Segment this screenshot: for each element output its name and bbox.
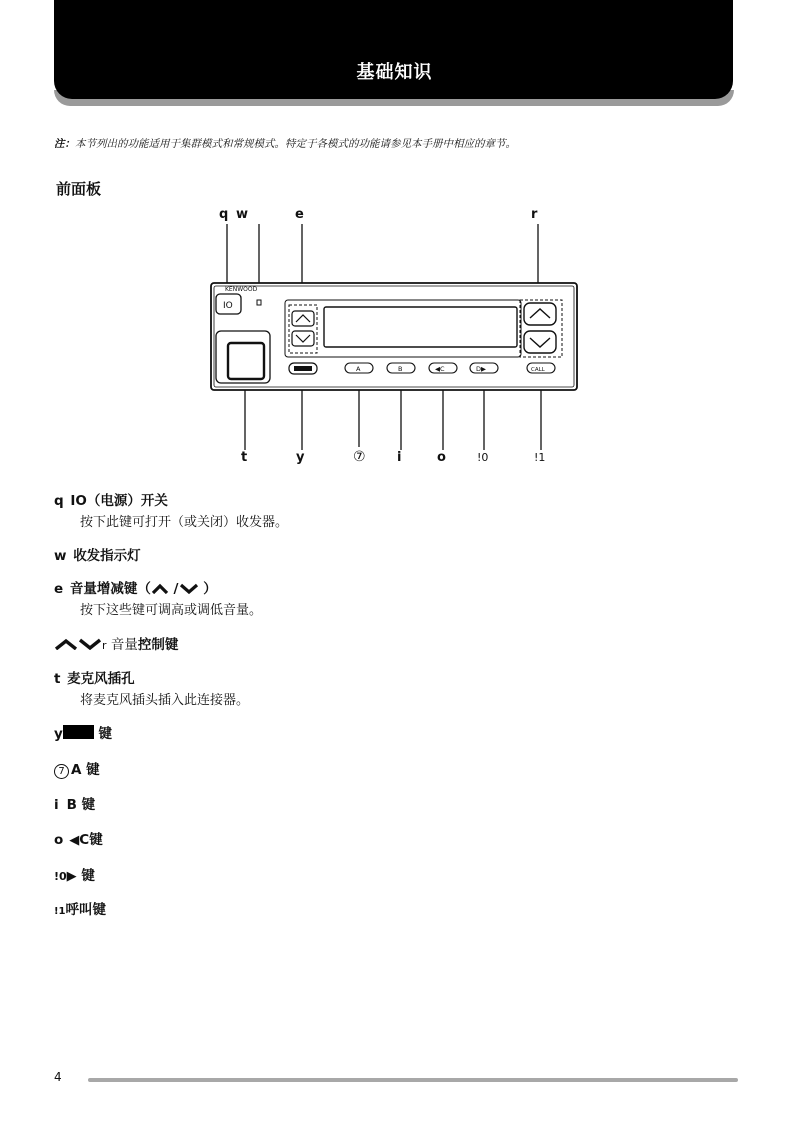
key-c-label: ◀C <box>435 365 445 373</box>
item-title: 麦克风插孔 <box>67 671 135 687</box>
chevron-down-icon <box>78 638 102 650</box>
item-title: 呼叫键 <box>65 902 107 918</box>
item-marker: r <box>102 639 107 652</box>
item-title: 键 <box>98 726 113 742</box>
item-marker: w <box>54 548 67 564</box>
triangle-left-icon: ◀ <box>69 833 80 848</box>
volume-control-up-key[interactable] <box>524 303 556 325</box>
triangle-right-icon: ▶ <box>66 869 77 884</box>
item-key-b <box>54 793 95 813</box>
item-title: A 键 <box>71 762 100 778</box>
front-panel-diagram <box>200 200 600 470</box>
chevron-up-icon <box>54 638 78 650</box>
mic-jack <box>228 343 264 379</box>
item-marker: y <box>54 726 63 742</box>
callout-i: i <box>397 450 402 465</box>
key-d-label: D▶ <box>476 365 487 373</box>
volume-down-key[interactable] <box>292 331 314 346</box>
item-tx-indicator <box>54 544 141 564</box>
item-marker: q <box>54 493 64 509</box>
power-label: IO <box>223 301 233 311</box>
brand-logo: KENWOOD <box>225 286 258 293</box>
item-volume-control <box>54 633 178 653</box>
item-desc: 按下这些键可调高或调低音量。 <box>80 603 263 618</box>
callout-10: !0 <box>477 451 489 464</box>
callout-11: !1 <box>534 451 546 464</box>
item-marker: t <box>54 671 61 687</box>
item-volume-keys <box>54 577 217 597</box>
callout-o: o <box>437 450 446 465</box>
item-call-key <box>54 898 106 918</box>
footer-rule <box>88 1078 738 1082</box>
item-marker: e <box>54 581 64 597</box>
callout-7: ⑦ <box>353 449 366 465</box>
item-title-b: 控制键 <box>137 637 179 653</box>
item-key-c <box>54 828 103 848</box>
page-number: 4 <box>54 1070 62 1084</box>
item-key-d <box>54 864 95 884</box>
callout-w: w <box>236 207 249 222</box>
item-title-post: ） <box>198 581 217 597</box>
item-title-a: 音量 <box>106 637 138 653</box>
chevron-up-icon <box>151 583 169 594</box>
note <box>54 136 516 151</box>
item-marker: i <box>54 797 59 813</box>
item-title-mid: / <box>168 581 179 597</box>
note-text: 本节列出的功能适用于集群模式和常规模式。特定于各模式的功能请参见本手册中相应的章节。 <box>75 138 516 150</box>
item-title: IO（电源）开关 <box>70 493 168 509</box>
item-title: 收发指示灯 <box>73 548 141 564</box>
tx-indicator <box>257 300 261 305</box>
volume-control-down-key[interactable] <box>524 331 556 353</box>
lcd-display <box>324 307 517 347</box>
callout-e: e <box>295 207 304 222</box>
item-title-pre: 音量增减键（ <box>69 581 151 597</box>
item-title: C键 <box>79 832 103 848</box>
callout-q: q <box>219 207 229 222</box>
section-title: 前面板 <box>56 180 102 198</box>
page-title: 基础知识 <box>356 62 433 83</box>
item-marker: 7 <box>54 764 69 779</box>
item-marker: !1 <box>54 906 66 917</box>
callout-r: r <box>531 207 538 222</box>
callout-y: y <box>296 450 305 465</box>
item-desc: 按下此键可打开（或关闭）收发器。 <box>80 515 289 530</box>
volume-up-key[interactable] <box>292 311 314 326</box>
key-b-label: B <box>398 365 403 373</box>
item-unlabeled-key <box>54 722 112 742</box>
chevron-down-icon <box>179 583 199 594</box>
note-label: 注： <box>54 138 75 150</box>
item-key-a <box>54 758 100 779</box>
item-power-switch <box>54 489 168 509</box>
key-a-label: A <box>356 365 361 373</box>
callout-t: t <box>241 450 248 465</box>
item-marker: !0 <box>54 870 67 883</box>
item-title: 键 <box>81 868 95 884</box>
item-desc: 将麦克风插头插入此连接器。 <box>80 693 250 708</box>
item-marker: o <box>54 832 64 848</box>
item-mic-jack <box>54 667 135 687</box>
item-title: B 键 <box>66 797 96 813</box>
key-icon <box>63 725 94 739</box>
call-key-label: CALL <box>531 367 545 373</box>
header-band <box>54 0 733 99</box>
